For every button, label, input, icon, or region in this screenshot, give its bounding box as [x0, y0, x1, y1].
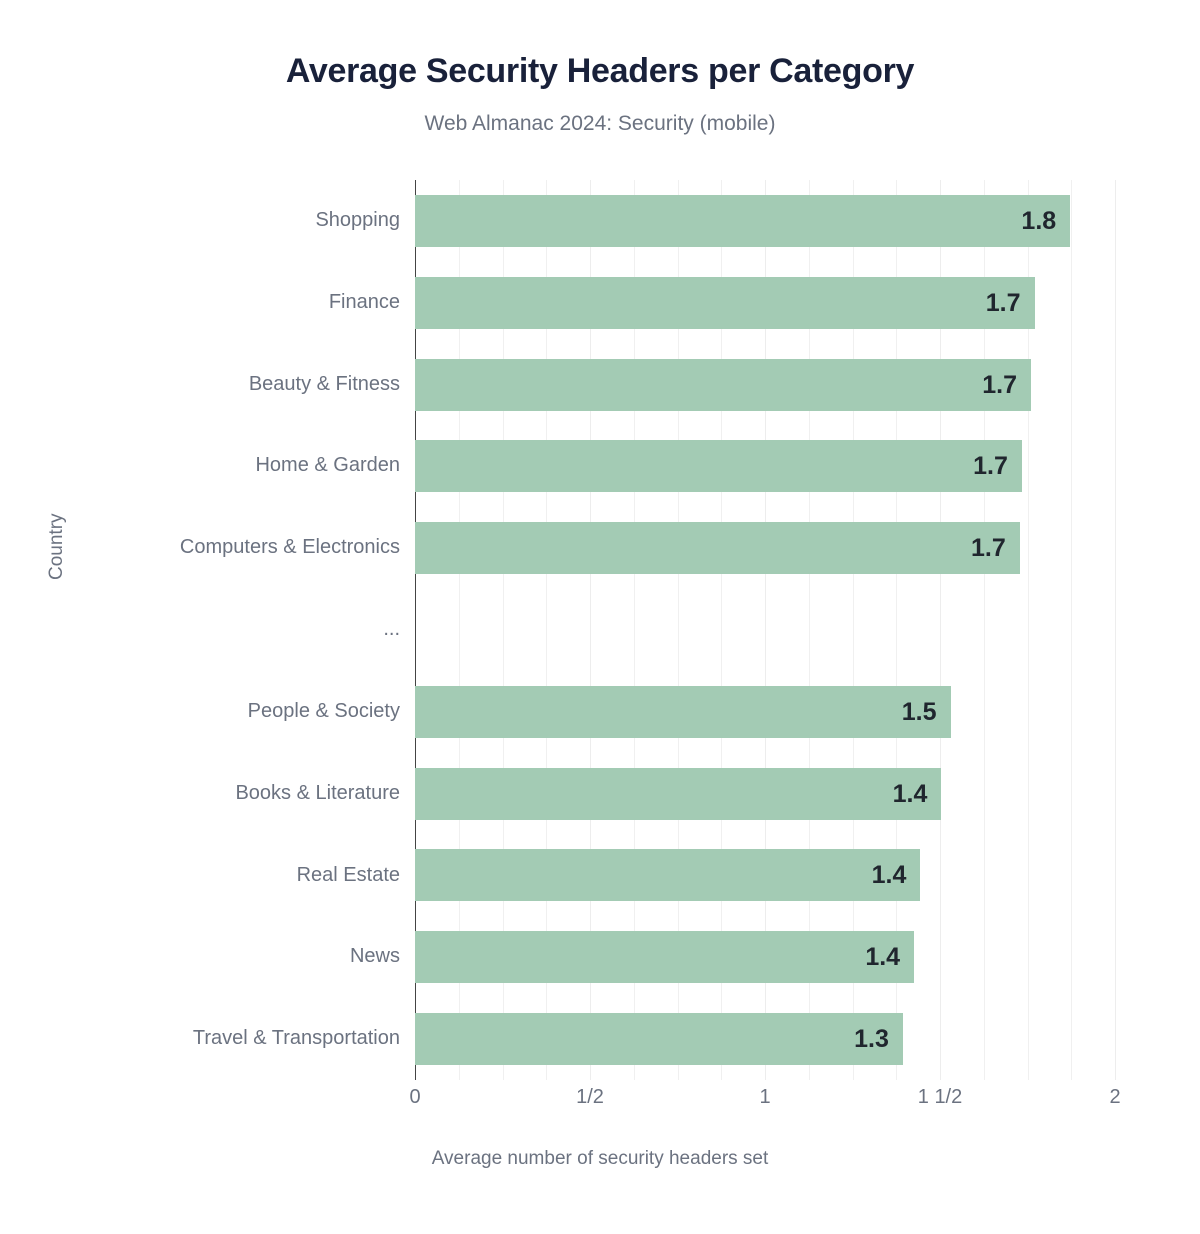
category-label: Books & Literature [235, 781, 400, 804]
bar-value-label: 1.8 [1021, 206, 1057, 235]
bar-row [192, 998, 1115, 1080]
x-tick-label: 1 1/2 [917, 1086, 963, 1108]
bar-value-label: 1.3 [854, 1025, 889, 1054]
x-tick-label: 0 [409, 1086, 421, 1108]
bar [415, 277, 1035, 329]
bar [415, 1013, 903, 1065]
bar [415, 931, 914, 983]
category-label: People & Society [247, 699, 400, 722]
bar-value-label: 1.5 [901, 697, 937, 726]
plot-area [179, 180, 1115, 1080]
bar-row [179, 507, 1115, 589]
x-tick-label: 2 [1109, 1086, 1121, 1108]
bar-value-label: 1.4 [871, 861, 907, 890]
bar-row [315, 180, 1115, 262]
category-label: Shopping [315, 209, 400, 231]
category-label: Real Estate [296, 863, 400, 886]
category-label: Travel & Transportation [192, 1027, 400, 1050]
category-label: Finance [328, 290, 400, 313]
bar-value-label: 1.7 [973, 452, 1008, 481]
bar-value-label: 1.7 [982, 370, 1017, 399]
bar-row [248, 344, 1115, 426]
bar-row [296, 835, 1115, 917]
category-label: Computers & Electronics [179, 536, 400, 559]
chart-subtitle: Web Almanac 2024: Security (mobile) [424, 112, 776, 135]
bar-row [235, 753, 1115, 835]
bar [415, 768, 941, 820]
x-axis-title: Average number of security headers set [431, 1148, 769, 1169]
y-axis-title: Country [46, 513, 67, 580]
bar-row [328, 262, 1115, 344]
chart-title: Average Security Headers per Category [285, 52, 915, 90]
bar-value-label: 1.7 [985, 288, 1021, 317]
category-label: Home & Garden [255, 454, 400, 477]
bar-row [247, 671, 1115, 753]
bar-row [383, 589, 1115, 671]
bar-value-label: 1.4 [892, 779, 928, 808]
category-label: Beauty & Fitness [248, 372, 400, 395]
bar-row [255, 425, 1115, 507]
bar-row [349, 916, 1115, 998]
category-label: ... [383, 618, 400, 641]
gridline [1115, 180, 1116, 1080]
bar [415, 440, 1022, 492]
x-tick-label: 1/2 [576, 1086, 604, 1108]
bar [415, 686, 951, 738]
x-tick-label: 1 [759, 1086, 771, 1108]
bar [415, 849, 920, 901]
bar [415, 359, 1031, 411]
bar [415, 522, 1020, 574]
bar-value-label: 1.4 [865, 943, 901, 972]
bar-value-label: 1.7 [971, 534, 1006, 563]
category-label: News [349, 945, 400, 968]
bar [415, 195, 1070, 247]
